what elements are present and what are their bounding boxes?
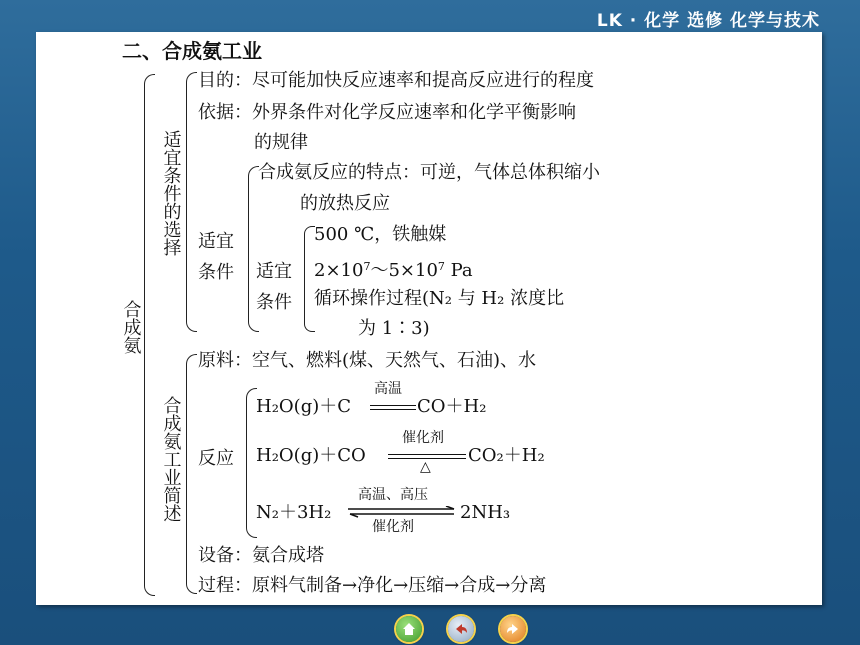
eq1-above: 高温	[374, 381, 402, 397]
forward-button[interactable]	[500, 616, 526, 642]
forward-icon	[505, 621, 521, 637]
pressure-exp2: 7	[437, 260, 445, 273]
suitable-label-text: 适宜条件	[198, 231, 234, 283]
home-button[interactable]	[396, 616, 422, 642]
branch2-brace	[186, 354, 197, 594]
section-title: 二、合成氨工业	[122, 39, 262, 63]
root-brace	[144, 74, 155, 596]
eq1-line-top	[370, 405, 416, 406]
raw-materials-text: 原料：空气、燃料(煤、天然气、石油)、水	[198, 350, 537, 371]
conditions-label	[256, 256, 300, 318]
conditions-label-text: 适宜条件	[256, 261, 292, 313]
eq1-line-bottom	[370, 409, 416, 410]
suitable-label-1	[198, 226, 242, 288]
eq1-left: H₂O(g)＋C	[256, 396, 352, 417]
pressure-unit: Pa	[444, 260, 473, 281]
purpose-text: 目的：尽可能加快反应速率和提高反应进行的程度	[198, 70, 594, 91]
back-icon	[453, 621, 469, 637]
eq2-line-top	[388, 454, 466, 455]
pressure-text	[314, 256, 473, 282]
pressure-b: ～5×10	[370, 260, 438, 281]
home-icon	[401, 621, 417, 637]
cycle-text-2: 为 1∶3)	[358, 318, 430, 339]
cycle-text-1: 循环操作过程(N₂ 与 H₂ 浓度比	[314, 288, 565, 309]
branch2-label	[160, 396, 182, 527]
equipment-text: 设备：氨合成塔	[198, 545, 324, 566]
branch1-brace	[186, 72, 197, 332]
eq3-below: 催化剂	[372, 519, 414, 535]
feature-text-1: 合成氨反应的特点：可逆，气体总体积缩小	[258, 162, 600, 183]
eq2-above: 催化剂	[402, 430, 444, 446]
temp-catalyst-text: 500 ℃，铁触媒	[314, 224, 447, 245]
content-panel	[36, 32, 822, 605]
process-text: 过程：原料气制备→净化→压缩→合成→分离	[198, 575, 547, 596]
eq2-right: CO₂＋H₂	[468, 445, 545, 466]
eq1-right: CO＋H₂	[417, 396, 487, 417]
back-button[interactable]	[448, 616, 474, 642]
eq3-right: 2NH₃	[460, 502, 511, 523]
root-label	[120, 300, 142, 359]
basis-text-1: 依据：外界条件对化学反应速率和化学平衡影响	[198, 102, 576, 123]
course-header: LK · 化学 选修 化学与技术	[596, 11, 820, 31]
pressure-exp1: 7	[363, 260, 371, 273]
eq2-below: △	[420, 459, 431, 475]
feature-text-2: 的放热反应	[300, 193, 390, 214]
branch2-text: 合成氨工业简述	[160, 396, 182, 522]
branch1-text: 适宜条件的选择	[160, 130, 182, 256]
eq3-above: 高温、高压	[358, 487, 428, 503]
basis-text-2: 的规律	[254, 132, 308, 153]
branch1-label	[160, 130, 182, 261]
root-text: 合成氨	[120, 300, 142, 354]
pressure-a: 2×10	[314, 260, 364, 281]
eq2-left: H₂O(g)＋CO	[256, 445, 366, 466]
reaction-label: 反应	[198, 448, 234, 469]
eq3-left: N₂＋3H₂	[256, 502, 332, 523]
